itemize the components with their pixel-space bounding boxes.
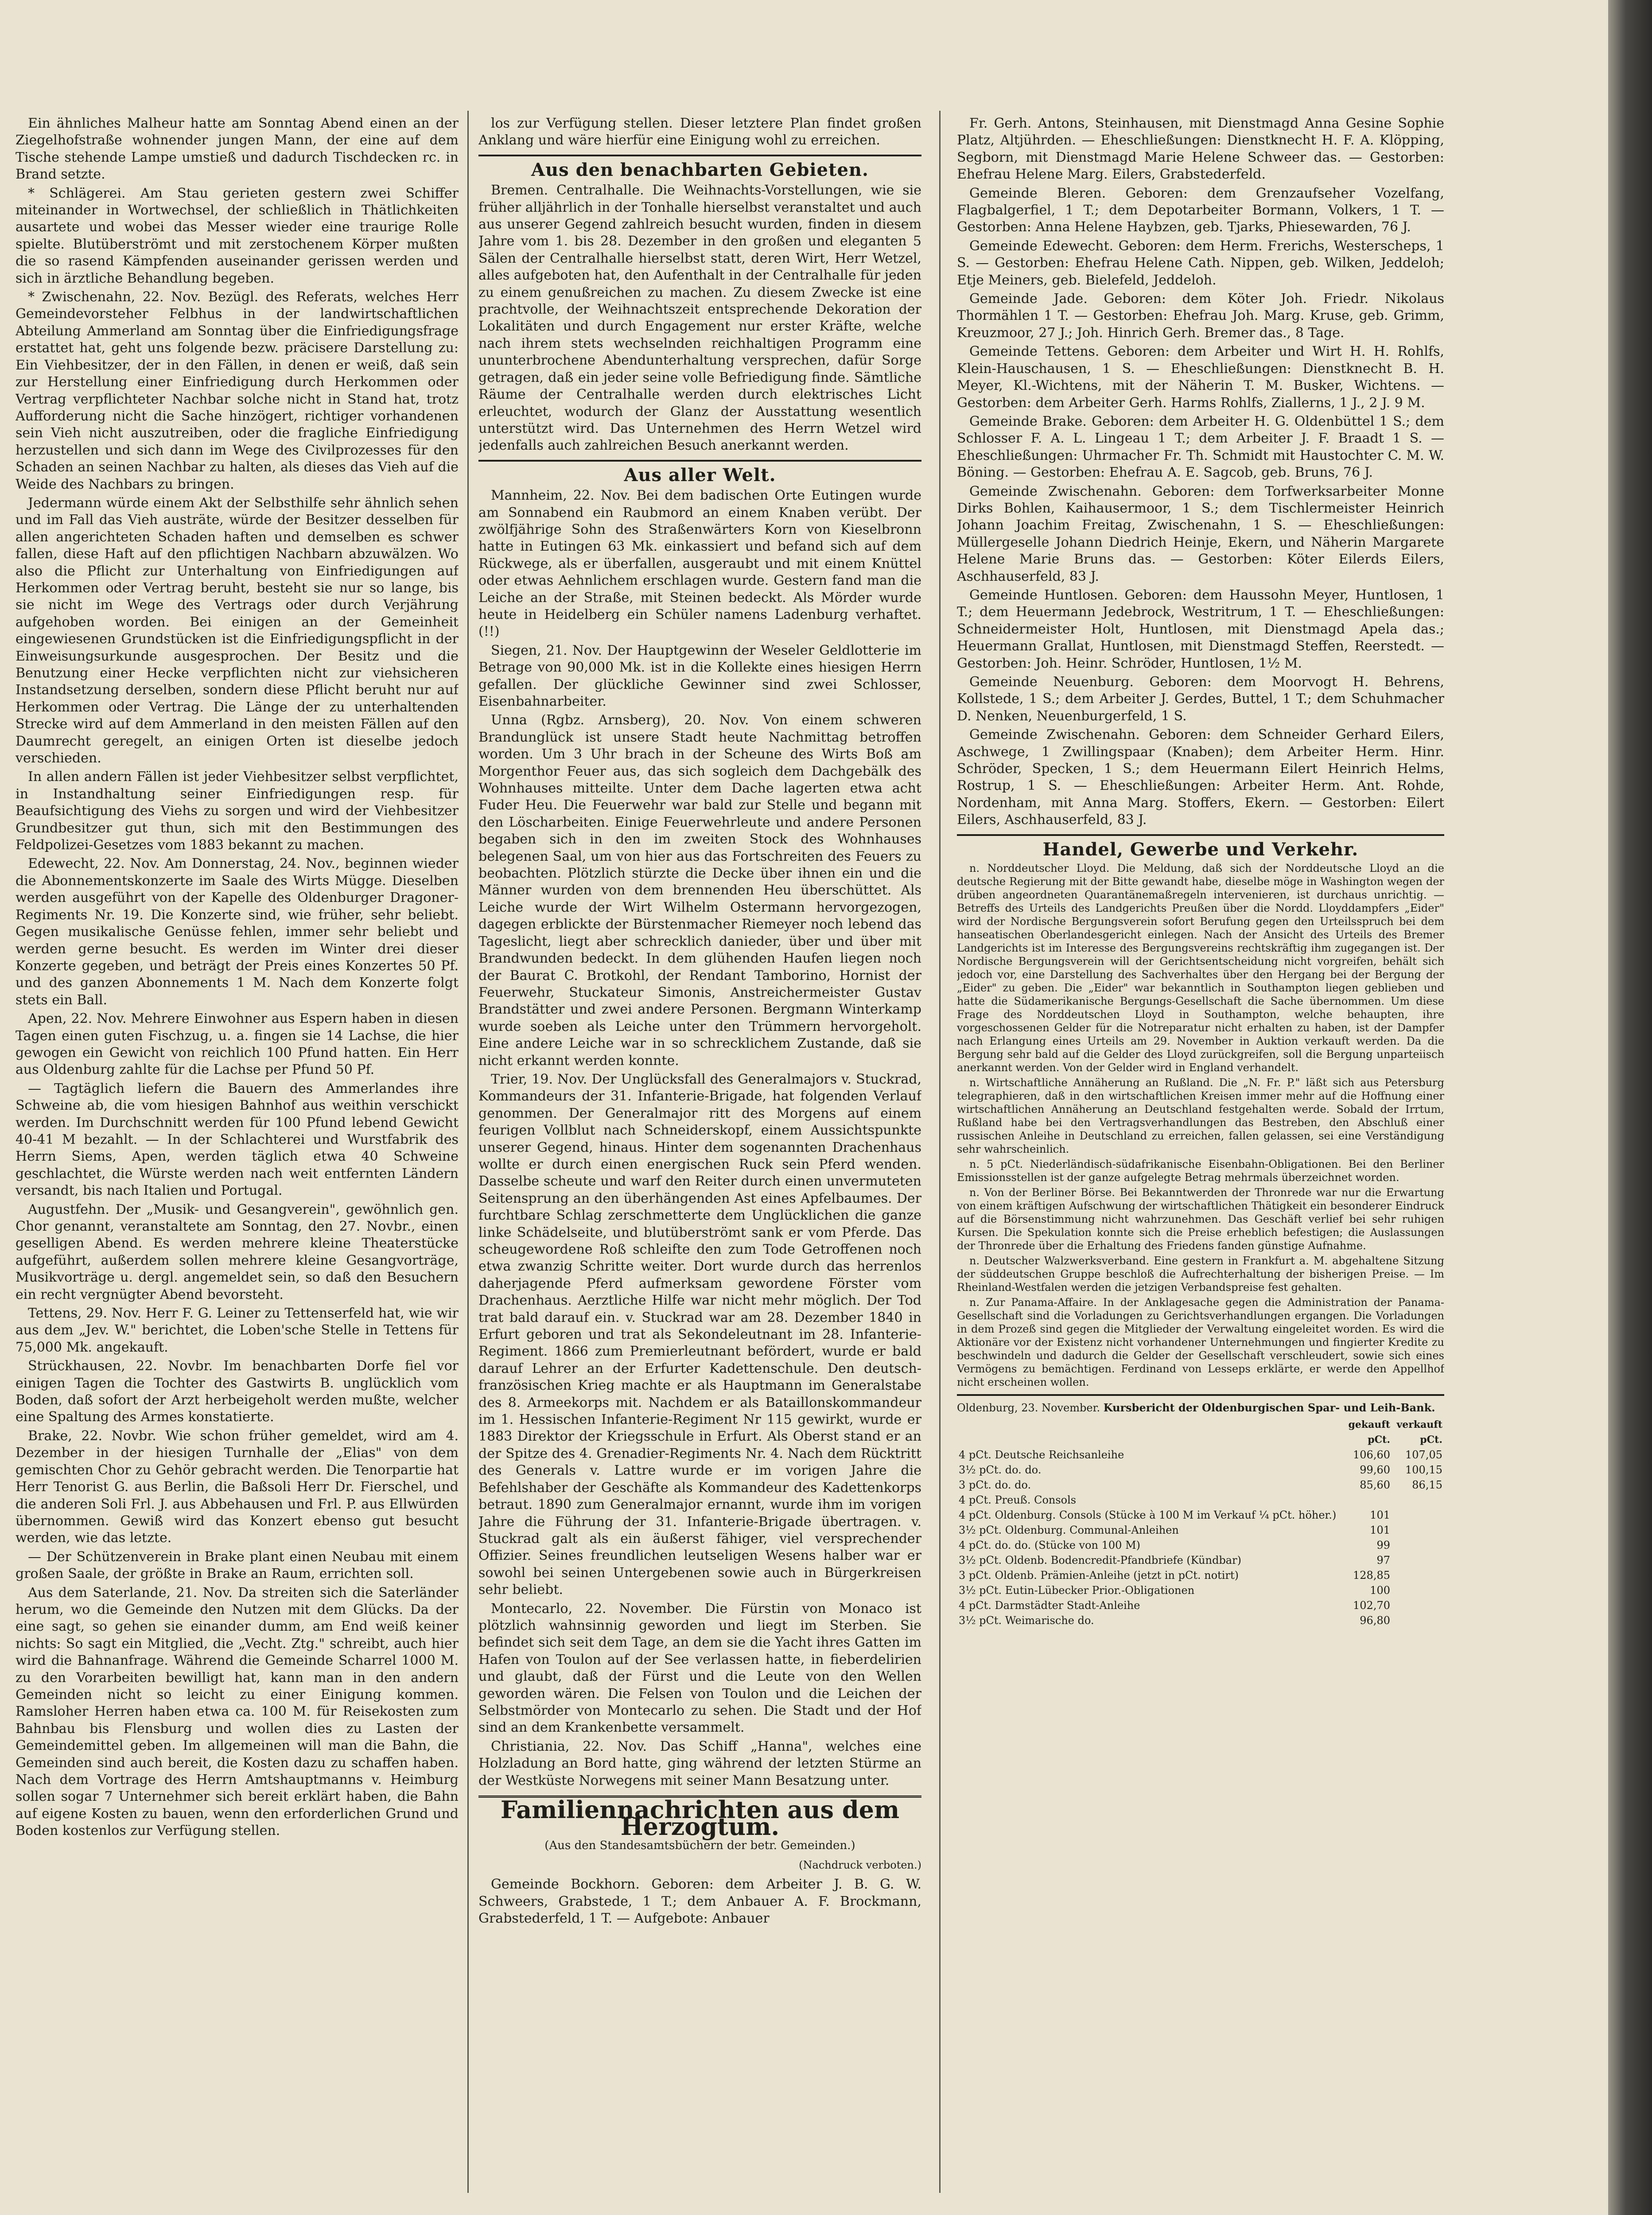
market-unit-row	[957, 1432, 1444, 1447]
article-paragraph: Gemeinde Zwischenahn. Geboren: dem Torfwerksarbeiter Monne Dirks Bohlen, Kaihausermoor, 1 S.; dem Tischlermeister Heinrich Johann Joachim Freitag, Zwischenahn, 1 S. — Eheschließungen: Müllergeselle Johann Diedrich Heinje, Ekern, und Näherin Margarete Helene Marie Bruns das. — Gestorben: Köter Eilerds Eilers, Aschhauserfeld, 83 J.	[957, 483, 1444, 584]
article-paragraph: n. Deutscher Walzwerksverband. Eine gestern in Frankfurt a. M. abgehaltene Sitzung der süddeutschen Gruppe beschloß die Aufrechterhaltung der bisherigen Preise. — Im Rheinland-Westfalen werden die jetzigen Verbandspreise fest gehalten.	[957, 1255, 1444, 1294]
section-heading: Aus aller Welt.	[624, 464, 776, 486]
article-paragraph: Gemeinde Zwischenahn. Geboren: dem Schneider Gerhard Eilers, Aschwege, 1 Zwillingspaar (Knaben); dem Arbeiter Herm. Hinr. Schröder, Specken, 1 S.; dem Heuermann Eilert Heinrich Helms, Rostrup, 1 S. — Eheschließungen: Arbeiter Herm. Ant. Rohde, Nordenham, mit Anna Marg. Stoffers, Ekern. — Gestorben: Eilert Eilers, Aschhauserfeld, 83 J.	[957, 727, 1444, 828]
market-security-cell: 3½ pCt. Weimarische do.	[959, 1614, 1094, 1627]
market-sell-cell	[1392, 1598, 1444, 1613]
section-divider	[478, 460, 921, 462]
article-paragraph: Gemeinde Edewecht. Geboren: dem Herm. Frerichs, Westerscheps, 1 S. — Gestorben: Ehefrau Helene Cath. Nippen, geb. Wilken, Jeddeloh; Etje Meiners, geb. Bielefeld, Jeddeloh.	[957, 238, 1444, 288]
column-divider	[467, 111, 469, 2193]
market-row	[957, 1598, 1444, 1613]
family-news-subtitle: (Aus den Standesamtsbüchern der betr. Gemeinden.)	[544, 1838, 855, 1852]
market-row	[957, 1477, 1444, 1492]
section-divider	[957, 1394, 1444, 1396]
article-paragraph: n. Norddeutscher Lloyd. Die Meldung, daß sich der Norddeutsche Lloyd an die deutsche Regierung mit der Bitte gewandt habe, dieselbe möge in Washington wegen der drüben angeordneten Quarantänemaßregeln intervenieren, ist durchaus unrichtig. — Betreffs des Urteils des Landgerichts Preußen über die Nordd. Lloyddampfers „Eider" wird der Nordische Bergungsverein sofort Berufung gegen den Urteilsspruch bei dem hanseatischen Oberlandesgericht einlegen. Nach der Ansicht des Urteils des Bremer Landgerichts ist im Interesse des Bergungsvereins rechtskräftig ihm zugegangen ist. Der Nordische Bergungsverein will der Gerichtsentscheidung nicht vorgreifen, behält sich jedoch vor, eine Darstellung des Sachverhaltes über den Hergang bei der Bergung der „Eider" zu geben. Die „Eider" war bekanntlich in Southampton liegen geblieben und hatte die Südamerikanische Bergungs-Gesellschaft die Sache übernommen. Um diese Frage des Norddeutschen Lloyd in Southampton, welche behaupten, ihre vorgeschossenen Gelder für die Notreparatur nicht erhalten zu haben, ist der Dampfer nach Erlangung eines Urteils am 29. November in Auktion verkauft werden. Da die Bergung sehr bald auf die Gelder des Lloyd zurückgreifen, soll die Bergung unparteiisch anerkannt werden. Von der Gelder wird in England verhandelt.	[957, 862, 1444, 1074]
article-paragraph: Fr. Gerh. Antons, Steinhausen, mit Dienstmagd Anna Gesine Sophie Platz, Altjührden. — Eheschließungen: Dienstknecht H. F. A. Klöpping, Segborn, mit Dienstmagd Marie Helene Schweer das. — Gestorben: Ehefrau Helene Marg. Eilers, Grabstederfeld.	[957, 116, 1444, 183]
market-buy-cell: 128,85	[1353, 1569, 1390, 1582]
article-paragraph: n. Von der Berliner Börse. Bei Bekanntwerden der Thronrede war nur die Erwartung von einem kräftigen Aufschwung der wirtschaftlichen Thätigkeit ein besonderer Eindruck auf die Börsenstimmung nicht wahrzunehmen. Das Geschäft verlief bei sehr ruhigen Kursen. Die Spekulation konnte sich die Preise erheblich befestigen; die Auslassungen der Thronrede über die Erhaltung des Friedens fanden günstige Aufnahme.	[957, 1186, 1444, 1252]
market-security-cell: 3½ pCt. Oldenb. Bodencredit-Pfandbriefe (Kündbar)	[959, 1554, 1241, 1567]
market-sell-cell: 100,15	[1405, 1464, 1442, 1477]
article-paragraph: Aus dem Saterlande, 21. Nov. Da streiten sich die Saterländer herum, wo die Gemeinde den Nutzen mit dem Glücks. Da der eine sagt, so gehen sie einander dumm, am End weiß keiner nichts: So sagt ein Mitglied, die „Vecht. Ztg." schreibt, auch hier wird die Bahnanfrage. Während die Gemeinde Scharrel 1000 M. zu den Vorarbeiten bewilligt hat, kann man in den andern Gemeinden nicht so leicht zu einer Einigung kommen. Ramsloher Herren haben etwa ca. 100 M. für Reisekosten zum Bahnbau bis Flensburg und wollen dies zu Lasten der Gemeindemittel geben. Im allgemeinen will man die Bahn, die Gemeinden sind auch bereit, die Kosten dazu zu schaffen haben. Nach dem Vortrage des Herrn Amtshauptmanns v. Heimburg sollen sogar 7 Unternehmer sich bereit erklärt haben, die Bahn auf eigene Kosten zu bauen, wenn den erforderlichen Grund und Boden kostenlos zur Verfügung stellen.	[16, 1585, 459, 1839]
article-paragraph: Ein ähnliches Malheur hatte am Sonntag Abend einen an der Ziegelhofstraße wohnender jungen Mann, der eine auf dem Tische stehende Lampe umstieß und dadurch Tischdecken rc. in Brand setzte.	[16, 116, 459, 183]
header-bought: gekauft	[1348, 1419, 1390, 1431]
market-sell-cell	[1392, 1492, 1444, 1508]
section-heading: Aus den benachbarten Gebieten.	[531, 159, 869, 180]
market-security-cell: 3½ pCt. do. do.	[959, 1464, 1042, 1477]
article-paragraph: — Tagtäglich liefern die Bauern des Ammerlandes ihre Schweine ab, die vom hiesigen Bahnhof aus weithin verschickt werden. Im Durchschnitt werden für 100 Pfund lebend Gewicht 40-41 M bezahlt. — In der Schlachterei und Wurstfabrik des Herrn Siems, Apen, werden täglich etwa 40 Schweine geschlachtet, die Würste werden nach weit entfernten Ländern versandt, bis nach Italien und Portugal.	[16, 1080, 459, 1199]
book-binding-edge	[1608, 0, 1652, 2215]
family-news-heading: Familiennachrichten aus dem Herzogtum.	[478, 1795, 921, 1835]
market-buy-cell: 102,70	[1353, 1599, 1390, 1612]
column-middle	[478, 115, 921, 2215]
market-sell-cell	[1392, 1523, 1444, 1538]
market-buy-cell: 85,60	[1360, 1479, 1390, 1492]
market-header-row	[957, 1417, 1444, 1432]
market-buy-cell: 96,80	[1360, 1614, 1390, 1627]
market-buy-cell	[1340, 1492, 1392, 1508]
market-sell-cell	[1392, 1538, 1444, 1553]
market-security-cell: 4 pCt. Preuß. Consols	[959, 1494, 1077, 1507]
article-paragraph: Tettens, 29. Nov. Herr F. G. Leiner zu Tettenserfeld hat, wie wir aus dem „Jev. W." berichtet, die Loben'sche Stelle in Tettens für 75,000 Mk. angekauft.	[16, 1306, 459, 1355]
column-left	[16, 115, 459, 2180]
article-paragraph: los zur Verfügung stellen. Dieser letztere Plan findet großen Anklang und wäre hierfür eine Einigung wohl zu erreichen.	[478, 116, 921, 148]
article-paragraph: Gemeinde Tettens. Geboren: dem Arbeiter und Wirt H. H. Rohlfs, Klein-Hauschausen, 1 S. — Eheschließungen: Dienstknecht B. H. Meyer, Kl.-Wichtens, mit der Näherin T. M. Busker, Wichtens. — Gestorben: dem Arbeiter Gerh. Harms Rohlfs, Ziallerns, 1 J., 2 J. 9 M.	[957, 344, 1444, 411]
market-security-cell: 4 pCt. Deutsche Reichsanleihe	[959, 1449, 1124, 1461]
article-paragraph: Gemeinde Bockhorn. Geboren: dem Arbeiter J. B. G. W. Schweers, Grabstede, 1 T.; dem Anbauer A. F. Brockmann, Grabstederfeld, 1 T. — Aufgebote: Anbauer	[478, 1877, 921, 1927]
market-row	[957, 1447, 1444, 1462]
article-paragraph: Edewecht, 22. Nov. Am Donnerstag, 24. Nov., beginnen wieder die Abonnementskonzerte im Saale des Wirts Mügge. Dieselben werden ausgeführt von der Kapelle des Oldenburger Dragoner-Regiments Nr. 19. Die Konzerte sind, wie früher, sehr beliebt. Gegen musikalische Genüsse fehlen, immer sehr beliebt und werden gerne besucht. Es werden im Winter drei dieser Konzerte gegeben, und beträgt der Preis eines Konzertes 50 Pf. und des ganzen Abonnements 1 M. Nach dem Konzerte folgt stets ein Ball.	[16, 856, 459, 1008]
market-buy-cell: 99	[1376, 1539, 1390, 1552]
article-paragraph: Gemeinde Brake. Geboren: dem Arbeiter H. G. Oldenbüttel 1 S.; dem Schlosser F. A. L. Lingeau 1 T.; dem Arbeiter J. F. Braadt 1 S. — Eheschließungen: Uhrmacher Fr. Th. Schmidt mit Haustochter C. M. W. Böning. — Gestorben: Ehefrau A. E. Sagcob, geb. Bruns, 76 J.	[957, 413, 1444, 481]
market-sell-cell	[1392, 1583, 1444, 1598]
section-divider	[957, 834, 1444, 836]
article-paragraph: In allen andern Fällen ist jeder Viehbesitzer selbst verpflichtet, in Instandhaltung seiner Einfriedigungen resp. für Beaufsichtigung des Viehs zu sorgen und wird der Viehbesitzer Grundbesitzer gut thun, sich mit den Bestimmungen des Feldpolizei-Gesetzes vom 1883 bekannt zu machen.	[16, 769, 459, 853]
market-security-cell: 4 pCt. Darmstädter Stadt-Anleihe	[959, 1599, 1140, 1612]
article-paragraph: Montecarlo, 22. November. Die Fürstin von Monaco ist plötzlich wahnsinnig geworden und liegt im Sterben. Sie befindet sich seit dem Tage, an dem sie die Yacht ihres Gatten im Hafen von Toulon auf der See verlassen hatte, in fieberdelirien und glaubt, daß der Fürst und die Leute von den Wellen geworden wären. Die Felsen von Toulon und die Leichen der Selbstmörder von Montecarlo zu sehen. Die Stadt und der Hof sind an dem Krankenbette versammelt.	[478, 1601, 921, 1736]
market-row	[957, 1583, 1444, 1598]
article-paragraph: Mannheim, 22. Nov. Bei dem badischen Orte Eutingen wurde am Sonnabend ein Raubmord an einem Knaben verübt. Der zwölfjährige Sohn des Straßenwärters Korn von Kieselbronn hatte in Eutingen 63 Mk. einkassiert und befand sich auf dem Rückwege, als er überfallen, ausgeraubt und mit einem Knüttel oder etwas Aehnlichem erschlagen wurde. Gestern fand man die Leiche an der Straße, mit Steinen bedeckt. Als Mörder wurde heute in Heidelberg ein Schüler namens Ladenburg verhaftet. (!!)	[478, 488, 921, 640]
market-buy-cell: 101	[1370, 1524, 1390, 1537]
article-paragraph: Brake, 22. Novbr. Wie schon früher gemeldet, wird am 4. Dezember in der hiesigen Turnhalle der „Elias" von dem gemischten Chor zu Gehör gebracht werden. Die Tenorpartie hat Herr Tenorist G. aus Berlin, die Baßsoli Herr Dr. Fierschel, und die anderen Soli Frl. J. aus Abbehausen und Frl. P. aus Ellwürden übernommen. Gewiß wird das Konzert ebenso gut besucht werden, wie das letzte.	[16, 1428, 459, 1546]
article-paragraph: * Zwischenahn, 22. Nov. Bezügl. des Referats, welches Herr Gemeindevorsteher Felbhus in der landwirtschaftlichen Abteilung Ammerland am Sonntag über die Einfriedigungsfrage erstattet hat, geht uns folgende bezw. präcisere Darstellung zu: Ein Viehbesitzer, der in den Fällen, in denen er weiß, daß sein zur Herstellung einer Einfriedigung durch Herkommen oder Vertrag verpflichteter Nachbar solche nicht in Stand hat, trotz Aufforderung nicht die Sache hinzögert, richtiger vorhandenen sein Vieh nicht auszutreiben, oder die fragliche Einfriedigung herzustellen und sich dann im Wege des Civilprozesses für den Schaden an seinen Nachbar zu halten, als dieses das Vieh auf die Weide des Nachbars zu bringen.	[16, 289, 459, 492]
market-row	[957, 1492, 1444, 1508]
header-unit: pCt.	[1420, 1434, 1442, 1446]
market-row	[957, 1553, 1444, 1568]
column-right	[957, 115, 1444, 2215]
column-divider	[939, 111, 941, 2193]
article-paragraph: Unna (Rgbz. Arnsberg), 20. Nov. Von einem schweren Brandunglück ist unsere Stadt heute Nachmittag betroffen worden. Um 3 Uhr brach in der Scheune des Wirts Boß am Morgenthor Feuer aus, das sich sogleich dem Dachgebälk des Wohnhauses mitteilte. Unter dem Dache lagerten etwa acht Fuder Heu. Die Feuerwehr war bald zur Stelle und begann mit den Löscharbeiten. Einige Feuerwehrleute und andere Personen begaben sich in den im zweiten Stock des Wohnhauses belegenen Saal, um von hier aus das Fortschreiten des Feuers zu beobachten. Plötzlich stürzte die Decke über ihnen ein und die Männer wurden von dem brennenden Heu überschüttet. Als Leiche wurde der Wirt Wilhelm Ostermann hervorgezogen, dagegen erblickte der Bürstenmacher Riemeyer noch lebend das Tageslicht, liegt aber schrecklich danieder, über und über mit Brandwunden bedeckt. In dem glühenden Haufen liegen noch der Baurat C. Brotkohl, der Rendant Tamborino, Hornist der Feuerwehr, Stuckateur Simonis, Anstreichermeister Gustav Brandstätter und zwei andere Personen. Bergmann Winterkamp wurde soeben als Leiche unter den Trümmern hervorgeholt. Eine andere Leiche war in so schrecklichem Zustande, daß sie nicht erkannt werden konnte.	[478, 712, 921, 1069]
market-buy-cell: 100	[1370, 1584, 1390, 1597]
market-sell-cell	[1392, 1613, 1444, 1628]
market-buy-cell: 97	[1376, 1554, 1390, 1567]
article-paragraph: n. Wirtschaftliche Annäherung an Rußland. Die „N. Fr. P." läßt sich aus Petersburg telegraphieren, daß in den wirtschaftlichen Kreisen immer mehr auf die Hoffnung einer wirtschaftlichen Annäherung an Deutschland festgehalten werde. Sobald der Irrtum, Rußland habe bei den Vertragsverhandlungen das Bestreben, den Abschluß einer russischen Anleihe in Deutschland zu erreichen, fallen gelassen, sei eine Verständigung sehr wahrscheinlich.	[957, 1076, 1444, 1156]
article-paragraph: Gemeinde Huntlosen. Geboren: dem Haussohn Meyer, Huntlosen, 1 T.; dem Heuermann Jedebrock, Westritrum, 1 T. — Eheschließungen: Schneidermeister Holt, Huntlosen, mit Dienstmagd Apela das.; Heuermann Grallat, Huntlosen, mit Dienstmagd Steffen, Reerstedt. — Gestorben: Joh. Heinr. Schröder, Huntlosen, 1½ M.	[957, 587, 1444, 671]
header-sold: verkauft	[1396, 1419, 1442, 1431]
market-sell-cell: 107,05	[1405, 1449, 1442, 1461]
market-buy-cell: 99,60	[1360, 1464, 1390, 1477]
market-row	[957, 1538, 1444, 1553]
market-row	[957, 1523, 1444, 1538]
article-paragraph: — Der Schützenverein in Brake plant einen Neubau mit einem großen Saale, der größte in Brake an Raum, errichten soll.	[16, 1549, 459, 1582]
article-paragraph: Augustfehn. Der „Musik- und Gesangverein", gewöhnlich gen. Chor genannt, veranstaltete am Sonntag, den 27. Novbr., einen geselligen Abend. Es werden mehrere kleine Theaterstücke aufgeführt, außerdem sollen mehrere kleine Gesangvorträge, Musikvorträge u. dergl. angemeldet sein, so daß den Besuchern ein recht vergnügter Abend bevorsteht.	[16, 1201, 459, 1302]
market-title: Kursbericht der Oldenburgischen Spar- und Leih-Bank.	[1103, 1401, 1435, 1414]
market-security-cell: 3½ pCt. Oldenburg. Communal-Anleihen	[959, 1524, 1179, 1537]
article-paragraph: Apen, 22. Nov. Mehrere Einwohner aus Espern haben in diesen Tagen einen guten Fischzug, u. a. fingen sie 14 Lachse, die hier gewogen ein Gewicht von reichlich 100 Pfund hatten. Ein Herr aus Oldenburg zahlte für die Lachse per Pfund 50 Pf.	[16, 1011, 459, 1078]
market-sell-cell	[1392, 1568, 1444, 1583]
market-sell-cell: 86,15	[1412, 1479, 1442, 1492]
market-row	[957, 1568, 1444, 1583]
article-paragraph: Bremen. Centralhalle. Die Weihnachts-Vorstellungen, wie sie früher alljährlich in der Tonhalle hierselbst veranstaltet und auch aus unserer Gegend zahlreich besucht wurden, finden in diesem Jahre vom 1. bis 28. Dezember in den großen und eleganten 5 Sälen der Centralhalle hierselbst statt, deren Wirt, Herr Wetzel, alles aufgeboten hat, den Aufenthalt in der Centralhalle für jeden zu einem genußreichen zu machen. Zu diesem Zwecke ist eine prachtvolle, der Weihnachtszeit entsprechende Dekoration der Lokalitäten und durch Engagement nur erster Kräfte, welche nach ihrem stets wechselnden reichhaltigen Programm eine ununterbrochene Abendunterhaltung versprechen, dafür Sorge getragen, daß ein jeder seine volle Befriedigung finde. Sämtliche Räume der Centralhalle werden durch elektrisches Licht erleuchtet, wodurch der Glanz der Ausstattung wesentlich unterstützt wird. Das Unternehmen des Herrn Wetzel wird jedenfalls auch zahlreichen Besuch anerkannt werden.	[478, 183, 921, 454]
market-security-cell: 3 pCt. Oldenb. Prämien-Anleihe (jetzt in pCt. notirt)	[959, 1569, 1239, 1582]
article-paragraph: Gemeinde Neuenburg. Geboren: dem Moorvogt H. Behrens, Kollstede, 1 S.; dem Arbeiter J. Gerdes, Buttel, 1 T.; dem Schuhmacher D. Nenken, Neuenburgerfeld, 1 S.	[957, 674, 1444, 724]
section-heading: Handel, Gewerbe und Verkehr.	[1042, 839, 1359, 860]
market-row	[957, 1613, 1444, 1628]
market-security-cell: 3 pCt. do. do.	[959, 1479, 1031, 1492]
market-table	[957, 1417, 1444, 1628]
market-row	[957, 1508, 1444, 1523]
market-security-cell: 3½ pCt. Eutin-Lübecker Prior.-Obligationen	[959, 1584, 1195, 1597]
header-unit: pCt.	[1368, 1434, 1390, 1446]
market-sell-cell	[1392, 1553, 1444, 1568]
market-sell-cell	[1392, 1508, 1444, 1523]
market-buy-cell: 106,60	[1353, 1449, 1390, 1461]
article-paragraph: n. 5 pCt. Niederländisch-südafrikanische Eisenbahn-Obligationen. Bei den Berliner Emissionsstellen ist der ganze aufgelegte Betrag mehrmals überzeichnet worden.	[957, 1158, 1444, 1184]
article-paragraph: Strückhausen, 22. Novbr. Im benachbarten Dorfe fiel vor einigen Tagen die Tochter des Gastwirts B. unglücklich vom Boden, daß sofort der Arzt herbeigeholt werden mußte, welcher eine Spaltung des Armes konstatierte.	[16, 1358, 459, 1425]
article-paragraph: Gemeinde Bleren. Geboren: dem Grenzaufseher Vozelfang, Flagbalgerfiel, 1 T.; dem Depotarbeiter Bormann, Volkers, 1 T. — Gestorben: Anna Helene Haybzen, geb. Tjarks, Phiesewarden, 76 J.	[957, 185, 1444, 235]
reprint-note: (Nachdruck verboten.)	[799, 1859, 921, 1872]
market-buy-cell: 101	[1370, 1509, 1390, 1522]
market-dateline: Oldenburg, 23. November.	[957, 1402, 1100, 1414]
article-paragraph: Siegen, 21. Nov. Der Hauptgewinn der Weseler Geldlotterie im Betrage von 90,000 Mk. ist in die Kollekte eines hiesigen Herrn gefallen. Der glückliche Gewinner sind zwei Schlosser, Eisenbahnarbeiter.	[478, 642, 921, 709]
article-paragraph: * Schlägerei. Am Stau gerieten gestern zwei Schiffer miteinander in Wortwechsel, der schließlich in Thätlichkeiten ausartete und wobei das Messer wieder eine traurige Rolle spielte. Blutüberströmt und mit zerstochenem Körper mußten die so rasend Kämpfenden auseinander gerissen werden und sich in ärztliche Behandlung begeben.	[16, 185, 459, 286]
article-paragraph: Trier, 19. Nov. Der Unglücksfall des Generalmajors v. Stuckrad, Kommandeurs der 31. Infanterie-Brigade, hat folgenden Verlauf genommen. Der Generalmajor ritt des Morgens auf einem feurigen Vollblut nach Schneiderskopf, einem Aussichtspunkte unserer Gegend, hinaus. Hinter dem sogenannten Drachenhaus wollte er durch einen energischen Ruck sein Pferd wenden. Dasselbe scheute und warf den Reiter durch einen unvermuteten Seitensprung an den überhängenden Ast eines Apfelbaumes. Der furchtbare Schlag zerschmetterte dem Unglücklichen die ganze linke Schädelseite, und blutüberströmt sank er vom Pferde. Das scheugewordene Roß schleifte den zum Tode Getroffenen noch etwa zwanzig Schritte weiter. Dort wurde durch das herrenlos daherjagende Pferd aufmerksam gewordene Förster vom Drachenhaus. Aerztliche Hilfe war nicht mehr möglich. Der Tod trat bald darauf ein. v. Stuckrad war am 28. Dezember 1840 in Erfurt geboren und trat als Sekondeleutnant im 28. Infanterie-Regiment. 1866 zum Premierleutnant befördert, wurde er bald darauf Lehrer an der Erfurter Kadettenschule. Den deutsch-französischen Krieg machte er als Hauptmann im Generalstabe des 8. Armeekorps mit. Nachdem er als Bataillonskommandeur im 1. Hessischen Infanterie-Regiment Nr 115 gewirkt, wurde er 1883 Direktor der Kriegsschule in Erfurt. Als Oberst stand er an der Spitze des 4. Grenadier-Regiments Nr. 4. Nach dem Rücktritt des Generals v. Lattre wurde er im vorigen Jahre die Befehlshaber der Geschäfte als Kommandeur des Kadettenkorps betraut. 1890 zum Generalmajor ernannt, wurde ihm im vorigen Jahre die Führung der 31. Infanterie-Brigade übertragen. v. Stuckrad galt als ein äußerst fähiger, viel versprechender Offizier. Seines freundlichen leutseligen Wesens halber war er sowohl bei seinen Untergebenen sowie auch in Bürgerkreisen sehr beliebt.	[478, 1071, 921, 1598]
article-paragraph: Jedermann würde einem Akt der Selbsthilfe sehr ähnlich sehen und im Fall das Vieh austräte, würde der Besitzer desselben für allen angerichteten Schaden haften und demselben es schwer fallen, diese Haft auf den pflichtigen Nachbarn abzuwälzen. Wo also die Pflicht zur Unterhaltung von Einfriedigungen auf Herkommen oder Vertrag beruht, besteht sie nur so lange, bis sie nicht im Wege des Vertrags oder durch Verjährung aufgehoben worden. Bei einigen an der Gemeinheit eingewiesenen Grundstücken ist die Einfriedigungspflicht in der Einweisungsurkunde ausgesprochen. Der Besitz und die Benutzung einer Hecke verpflichten nicht zur viehsicheren Instandsetzung derselben, sondern diese Pflicht beruht nur auf Herkommen oder Vertrag. Die Länge der zu unterhaltenden Strecke wird auf dem Ammerland in den meisten Fällen auf den Daumrecht geregelt, an einigen Orten ist dieselbe jedoch verschieden.	[16, 495, 459, 766]
article-paragraph: n. Zur Panama-Affaire. In der Anklagesache gegen die Administration der Panama-Gesellschaft sind die Vorladungen zu Gerichtsverhandlungen ergangen. Die Vorladungen in dem Prozeß sind gegen die Mitglieder der Verwaltung eingeleitet worden. Es wird die Aktionäre vor der Existenz nicht vorhandener Unternehmungen und fingierter Kredite zu beschwindeln und dadurch die Gelder der Gesellschaft verschleudert, sowie sich eines Vermögens zu bemächtigen. Ferdinand von Lesseps erklärte, er werde den Appellhof nicht erscheinen wollen.	[957, 1296, 1444, 1389]
section-divider	[478, 155, 921, 156]
market-row	[957, 1462, 1444, 1477]
market-security-cell: 4 pCt. do. do. (Stücke von 100 M)	[959, 1539, 1141, 1552]
market-security-cell: 4 pCt. Oldenburg. Consols (Stücke à 100 M im Verkauf ¼ pCt. höher.)	[959, 1509, 1337, 1522]
article-paragraph: Gemeinde Jade. Geboren: dem Köter Joh. Friedr. Nikolaus Thormählen 1 T. — Gestorben: Ehefrau Joh. Marg. Kruse, geb. Grimm, Kreuzmoor, 27 J.; Joh. Hinrich Gerh. Bremer das., 8 Tage.	[957, 291, 1444, 341]
article-paragraph: Christiania, 22. Nov. Das Schiff „Hanna", welches eine Holzladung an Bord hatte, ging während der letzten Stürme an der Westküste Norwegens mit seiner Mann Besatzung unter.	[478, 1738, 921, 1788]
